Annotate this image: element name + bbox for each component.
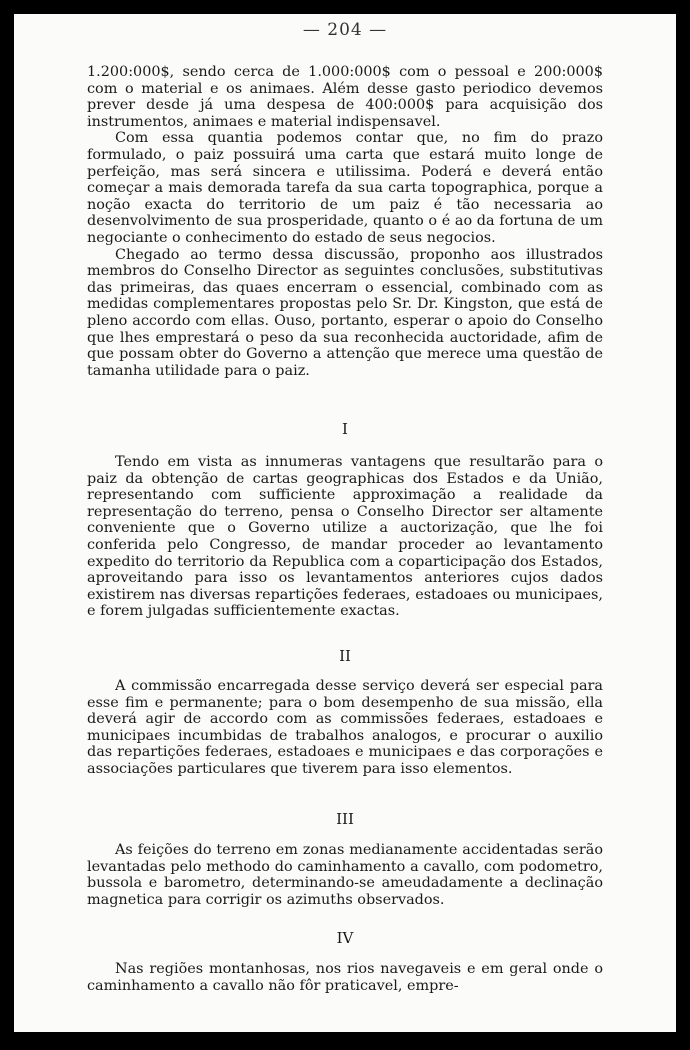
section-heading-3: III [336,810,354,828]
section-paragraph-2: A commissão encarregada desse serviço deverá ser especial para esse fim e permanente; para o bom desempenho de sua missão, ella deverá agir de accordo com as commissões federaes, estadoaes e municipaes incumbidas de trabalhos analogos, e procurar o auxilio das repartições federaes, estadoaes e municipaes e das corporações e associações particulares que tiverem para isso elementos. [87,678,603,777]
intro-paragraph-2: Com essa quantia podemos contar que, no fim do prazo formulado, o paiz possuirá uma carta que estará muito longe de perfeição, mas será sincera e utilissima. Poderá e deverá então começar a mais demorada tarefa da sua carta topographica, porque a noção exacta do territorio de um paiz é tão necessaria ao desenvolvimento de sua prosperidade, quanto o é ao da fortuna de um negociante o conhecimento do estado de seus negocios. [87,130,603,246]
section-1-text [87,454,603,620]
section-paragraph-1: Tendo em vista as innumeras vantagens que resultarão para o paiz da obtenção de cartas geographicas dos Estados e da União, representando com sufficiente approximação a realidade da representação do terreno, pensa o Conselho Director ser altamente conveniente que o Governo utilize a auctorização, que lhe foi conferida pelo Congresso, de mandar proceder ao levantamento expedito do territorio da Republica com a coparticipação dos Estados, aproveitando para isso os levantamentos anteriores cujos dados existirem nas diversas repartições federaes, estadoaes ou municipaes, e forem julgadas sufficientemente exactas. [87,454,603,620]
section-heading-1: I [342,420,348,438]
section-2-text [87,678,603,778]
section-3-text [87,842,603,908]
document-page [14,14,676,1032]
intro-text [87,64,603,379]
intro-paragraph-3: Chegado ao termo dessa discussão, proponho aos illustrados membros do Conselho Director as seguintes conclusões, substitutivas das primeiras, das quaes encerram o essencial, combinado com as medidas complementares propostas pelo Sr. Dr. Kingston, que está de pleno accordo com ellas. Ouso, portanto, esperar o apoio do Conselho que lhes emprestará o peso da sua reconhecida auctoridade, afim de que possam obter do Governo a attenção que merece uma questão de tamanha utilidade para o paiz. [87,246,603,379]
section-heading-4: IV [336,929,354,947]
page-number: — 204 — [302,20,388,40]
intro-paragraph-1: 1.200:000$, sendo cerca de 1.000:000$ com o pessoal e 200:000$ com o material e os animaes. Além desse gasto periodico devemos prever desde já uma despesa de 400:000$ para acquisição dos instrumentos, animaes e material indispensavel. [87,64,603,130]
section-heading-2: II [339,647,351,665]
section-paragraph-4: Nas regiões montanhosas, nos rios navegaveis e em geral onde o caminhamento a cavallo não fôr praticavel, empre- [87,961,603,994]
section-paragraph-3: As feições do terreno em zonas medianamente accidentadas serão levantadas pelo methodo do caminhamento a cavallo, com podometro, bussola e barometro, determinando-se ameudadamente a declinação magnetica para corrigir os azimuths observados. [87,842,603,908]
section-4-text [87,961,603,994]
